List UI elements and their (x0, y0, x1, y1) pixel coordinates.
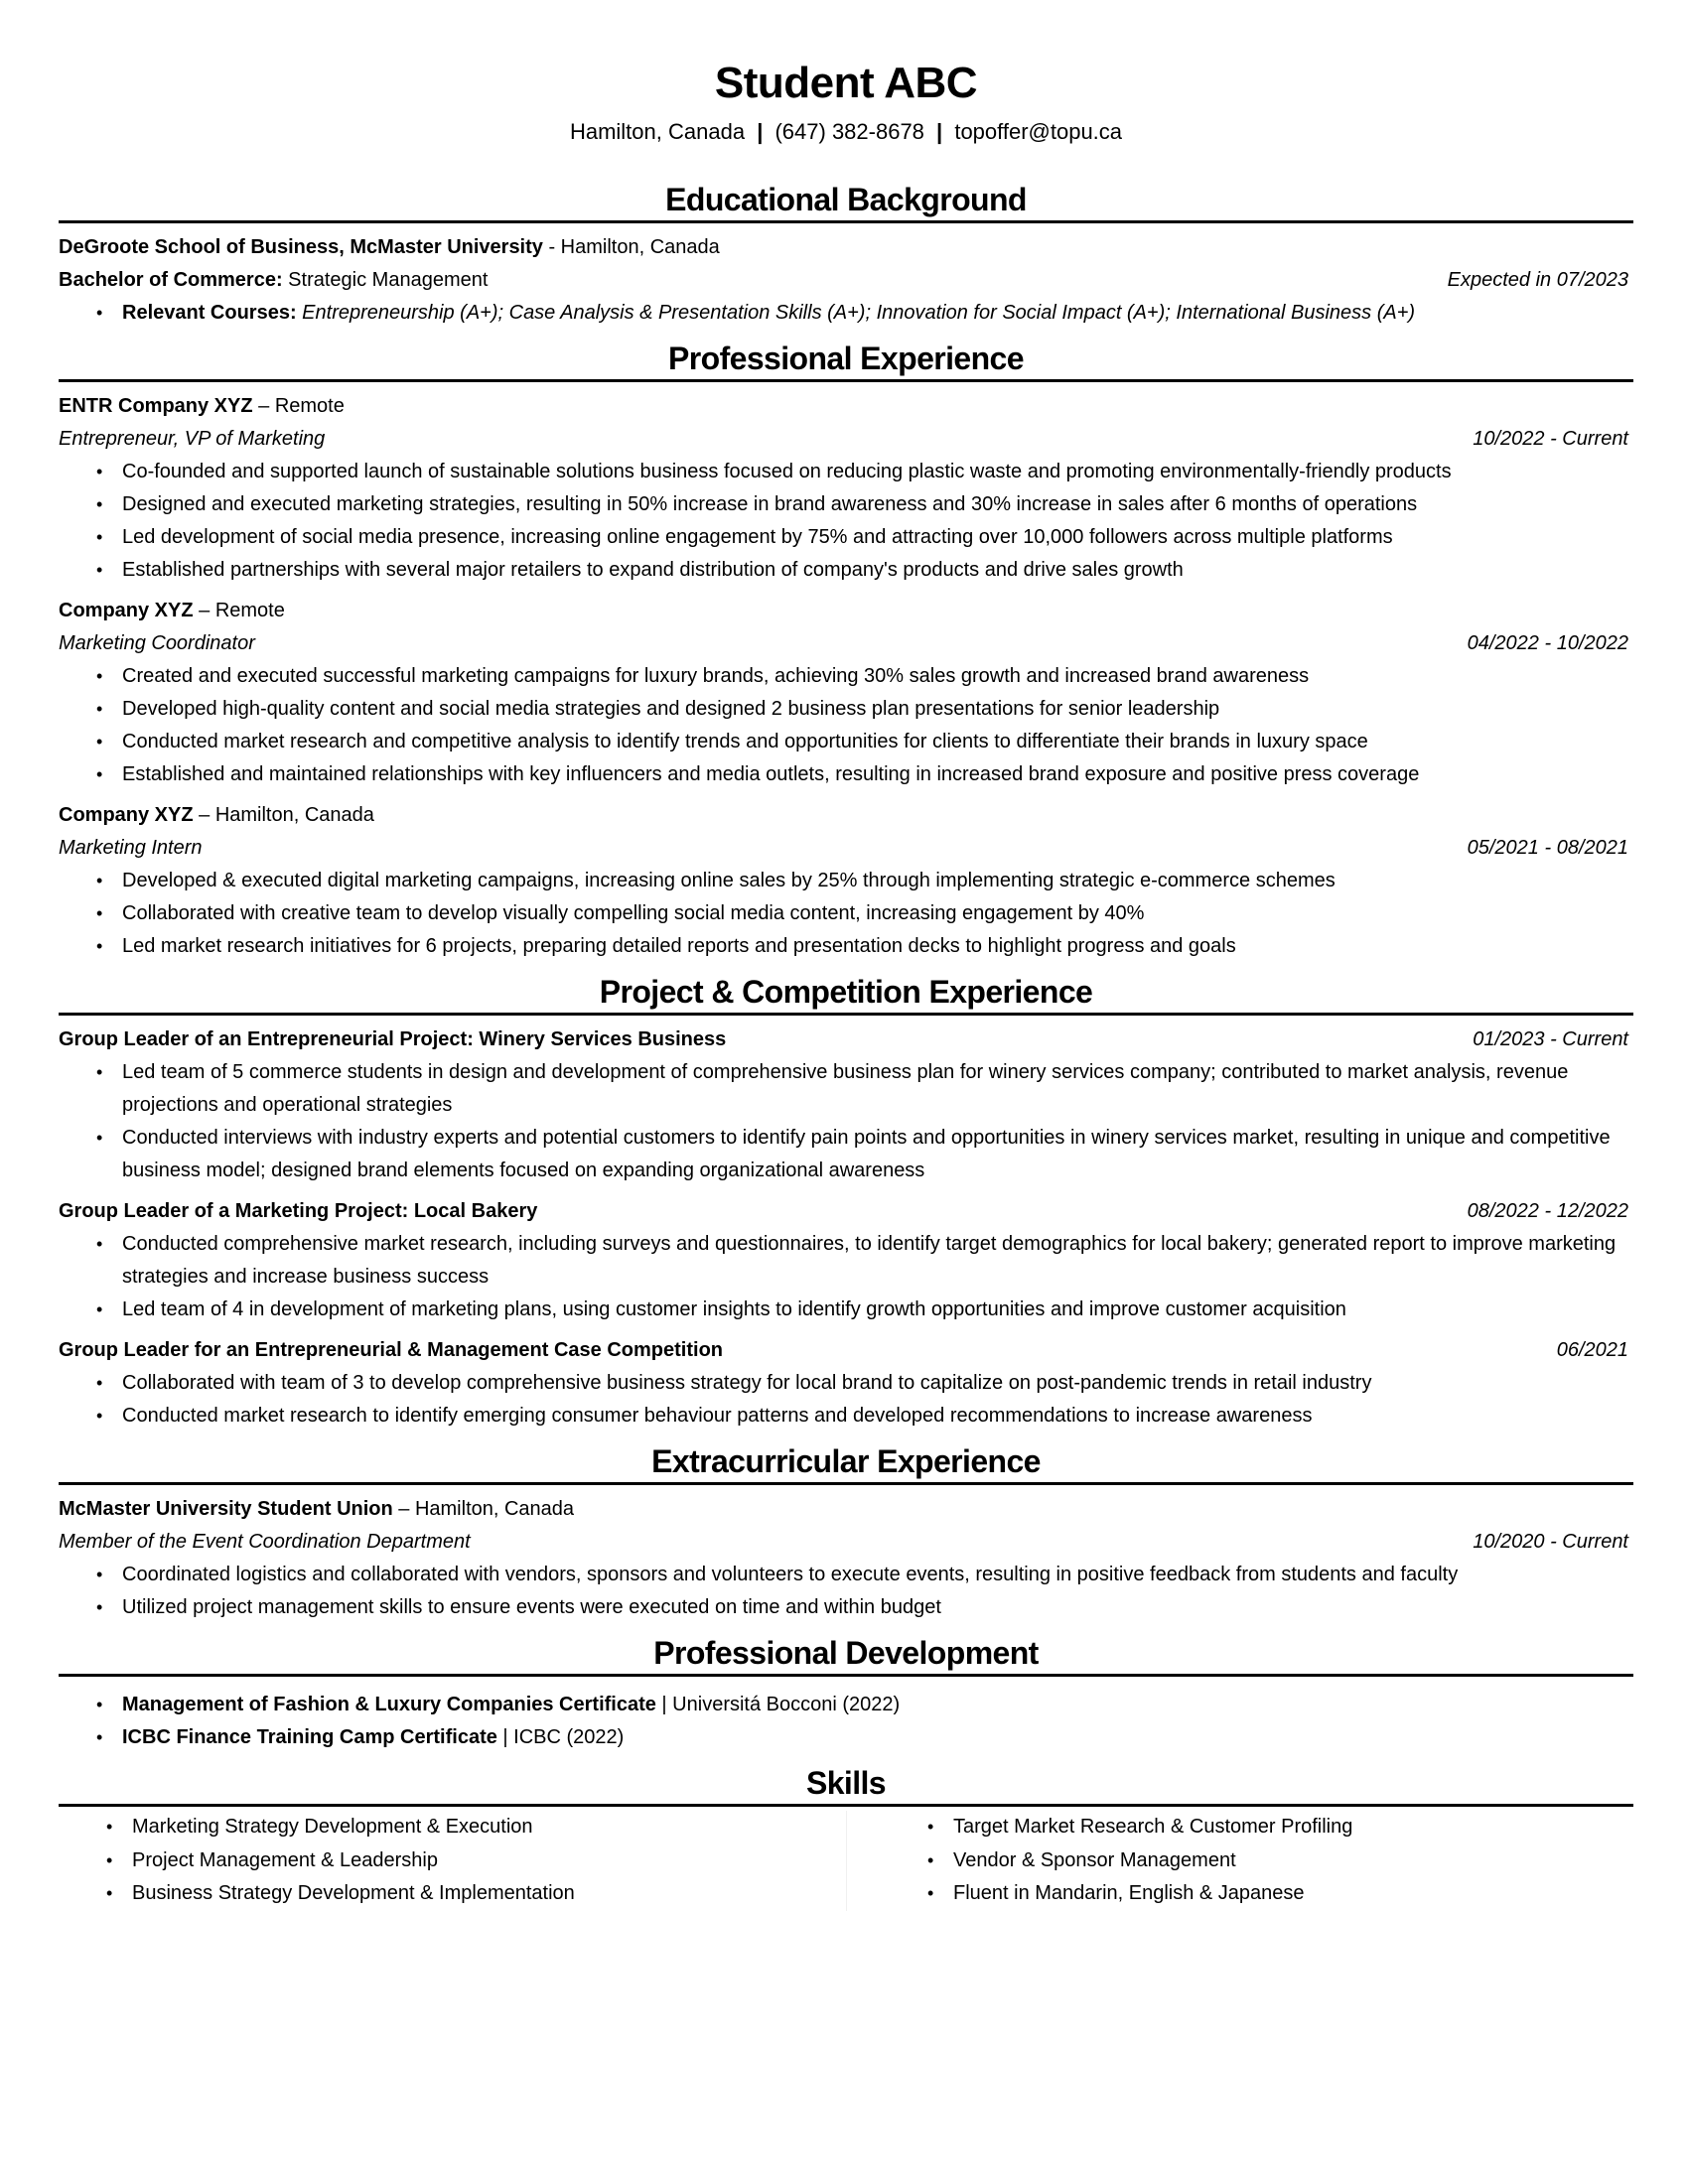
list-item (96, 1721, 1630, 1754)
extracurricular-section (59, 1442, 1633, 1624)
candidate-name: Student ABC (714, 59, 978, 107)
contact-phone: (647) 382-8678 (774, 119, 924, 144)
job-date: 04/2022 - 10/2022 (1467, 632, 1628, 654)
organization-role: Member of the Event Coordination Department (59, 1531, 471, 1553)
certificate-name: Management of Fashion & Luxury Companies Certificate (122, 1694, 656, 1715)
certificate-issuer: | Universitá Bocconi (2022) (655, 1694, 901, 1715)
list-item: • Project Management & Leadership (106, 1844, 846, 1878)
project-date: 08/2022 - 12/2022 (1467, 1200, 1628, 1222)
certificate-name: ICBC Finance Training Camp Certificate (122, 1726, 497, 1748)
professional-experience-section (59, 340, 1633, 963)
project-heading-row (59, 1024, 1633, 1056)
job-role-row (59, 627, 1633, 660)
job-location: – Remote (252, 395, 345, 417)
skills-section (59, 1764, 1633, 1911)
professional-development-section (59, 1634, 1633, 1754)
section-divider (59, 1804, 1633, 1807)
list-item: • Fluent in Mandarin, English & Japanese (927, 1877, 1633, 1911)
education-section (59, 181, 1633, 330)
skills-grid (59, 1811, 1633, 1911)
list-item: • Conducted comprehensive market research, including surveys and questionnaires, to identify target demographics for local bakery; generated report to improve marketing strategies and increase business success (96, 1228, 1630, 1294)
list-item: • Developed high-quality content and social media strategies and designed 2 business plan presentations for senior leadership (96, 693, 1630, 726)
contact-email[interactable]: topoffer@topu.ca (954, 119, 1123, 144)
job-date: 10/2022 - Current (1473, 428, 1628, 450)
courses-value: Entrepreneurship (A+); Case Analysis & Presentation Skills (A+); Innovation for Social Impact (A+); International Business (A+) (296, 302, 1416, 324)
job-role: Entrepreneur, VP of Marketing (59, 428, 326, 450)
list-item: • Conducted interviews with industry experts and potential customers to identify pain points and opportunities in winery services market, resulting in unique and competitive business model; designed brand elements focused on expanding organizational awareness (96, 1122, 1630, 1187)
job-role-row (59, 832, 1633, 865)
contact-location: Hamilton, Canada (569, 119, 746, 144)
job-entry (59, 595, 1633, 791)
project-heading-row (59, 1334, 1633, 1367)
projects-section (59, 973, 1633, 1433)
list-item: • Designed and executed marketing strategies, resulting in 50% increase in brand awareness and 30% increase in sales after 6 months of operations (96, 488, 1630, 521)
project-entry (59, 1195, 1633, 1326)
degree-label: Bachelor of Commerce: (59, 269, 283, 291)
organization-name: McMaster University Student Union (59, 1498, 393, 1520)
job-role: Marketing Intern (59, 837, 203, 859)
job-company: Company XYZ (59, 600, 194, 621)
section-divider (59, 220, 1633, 223)
list-item: • Developed & executed digital marketing campaigns, increasing online sales by 25% through implementing strategic e-commerce schemes (96, 865, 1630, 897)
list-item: • Conducted market research and competitive analysis to identify trends and opportunities for clients to differentiate their brands in luxury space (96, 726, 1630, 758)
job-location: – Hamilton, Canada (193, 804, 374, 826)
job-company-row (59, 390, 1633, 423)
resume-page (59, 54, 1633, 1911)
organization-row (59, 1493, 1633, 1526)
extracurricular-entry (59, 1493, 1633, 1624)
contact-separator: | (757, 119, 764, 144)
list-item (96, 297, 1630, 330)
job-bullets (96, 660, 1630, 791)
section-title-projects: Project & Competition Experience (599, 974, 1093, 1010)
list-item: • Created and executed successful marketing campaigns for luxury brands, achieving 30% sales growth and increased brand awareness (96, 660, 1630, 693)
project-heading-row (59, 1195, 1633, 1228)
job-company-row (59, 595, 1633, 627)
list-item: • Conducted market research to identify emerging consumer behaviour patterns and developed recommendations to increase awareness (96, 1400, 1630, 1433)
section-title-skills: Skills (805, 1765, 886, 1801)
job-company: ENTR Company XYZ (59, 395, 253, 417)
list-item: • Target Market Research & Customer Profiling (927, 1811, 1633, 1844)
section-title-development: Professional Development (653, 1635, 1039, 1671)
school-row (59, 231, 1633, 264)
job-company: Company XYZ (59, 804, 194, 826)
job-bullets (96, 865, 1630, 963)
list-item: • Utilized project management skills to ensure events were executed on time and within budget (96, 1591, 1630, 1624)
school-name: DeGroote School of Business, McMaster University (59, 236, 543, 258)
section-divider (59, 1482, 1633, 1485)
skills-list (927, 1811, 1633, 1911)
project-date: 06/2021 (1556, 1339, 1628, 1361)
courses-label: Relevant Courses: (122, 302, 297, 324)
school-location: - Hamilton, Canada (542, 236, 720, 258)
extracurricular-bullets (96, 1559, 1630, 1624)
contact-line (59, 115, 1633, 171)
skills-column-left (59, 1811, 846, 1911)
section-title-education: Educational Background (665, 182, 1027, 217)
degree-date: Expected in 07/2023 (1447, 269, 1628, 291)
job-company-row (59, 799, 1633, 832)
certificate-issuer: | ICBC (2022) (496, 1726, 625, 1748)
degree-value: Strategic Management (282, 269, 489, 291)
list-item: • Business Strategy Development & Implementation (106, 1877, 846, 1911)
list-item: • Led development of social media presence, increasing online engagement by 75% and attracting over 10,000 followers across multiple platforms (96, 521, 1630, 554)
organization-role-row (59, 1526, 1633, 1559)
courses-list (96, 297, 1630, 330)
project-bullets (96, 1367, 1630, 1433)
project-bullets (96, 1056, 1630, 1187)
organization-date: 10/2020 - Current (1473, 1531, 1628, 1553)
section-title-extracurricular: Extracurricular Experience (651, 1443, 1041, 1479)
certificate-list (96, 1689, 1630, 1754)
project-bullets (96, 1228, 1630, 1326)
job-role-row (59, 423, 1633, 456)
section-divider (59, 1013, 1633, 1016)
job-role: Marketing Coordinator (59, 632, 255, 654)
list-item: • Established and maintained relationships with key influencers and media outlets, resulting in increased brand exposure and positive press coverage (96, 758, 1630, 791)
list-item: • Co-founded and supported launch of sustainable solutions business focused on reducing plastic waste and promoting environmentally-friendly products (96, 456, 1630, 488)
skills-column-right (846, 1811, 1633, 1911)
section-divider (59, 1674, 1633, 1677)
list-item: • Vendor & Sponsor Management (927, 1844, 1633, 1878)
project-heading: Group Leader for an Entrepreneurial & Management Case Competition (59, 1339, 724, 1361)
job-date: 05/2021 - 08/2021 (1467, 837, 1628, 859)
project-date: 01/2023 - Current (1473, 1028, 1628, 1050)
skills-list (106, 1811, 846, 1911)
list-item: • Marketing Strategy Development & Execution (106, 1811, 846, 1844)
list-item: • Collaborated with team of 3 to develop comprehensive business strategy for local brand to capitalize on post-pandemic trends in retail industry (96, 1367, 1630, 1400)
contact-separator: | (936, 119, 943, 144)
list-item: • Collaborated with creative team to develop visually compelling social media content, increasing engagement by 40% (96, 897, 1630, 930)
project-heading: Group Leader of an Entrepreneurial Project: Winery Services Business (59, 1028, 727, 1050)
section-title-professional: Professional Experience (668, 341, 1024, 376)
list-item: • Led market research initiatives for 6 projects, preparing detailed reports and presentation decks to highlight progress and goals (96, 930, 1630, 963)
list-item: • Led team of 4 in development of marketing plans, using customer insights to identify growth opportunities and improve customer acquisition (96, 1294, 1630, 1326)
job-location: – Remote (193, 600, 285, 621)
job-bullets (96, 456, 1630, 587)
list-item: • Led team of 5 commerce students in design and development of comprehensive business plan for winery services company; contributed to market analysis, revenue projections and operational strategies (96, 1056, 1630, 1122)
degree-row (59, 264, 1633, 297)
list-item: • Established partnerships with several major retailers to expand distribution of company's products and drive sales growth (96, 554, 1630, 587)
list-item: • Coordinated logistics and collaborated with vendors, sponsors and volunteers to execute events, resulting in positive feedback from students and faculty (96, 1559, 1630, 1591)
job-entry (59, 799, 1633, 963)
project-entry (59, 1024, 1633, 1187)
section-divider (59, 379, 1633, 382)
job-entry (59, 390, 1633, 587)
project-entry (59, 1334, 1633, 1433)
list-item (96, 1689, 1630, 1721)
project-heading: Group Leader of a Marketing Project: Local Bakery (59, 1200, 538, 1222)
organization-location: – Hamilton, Canada (392, 1498, 575, 1520)
